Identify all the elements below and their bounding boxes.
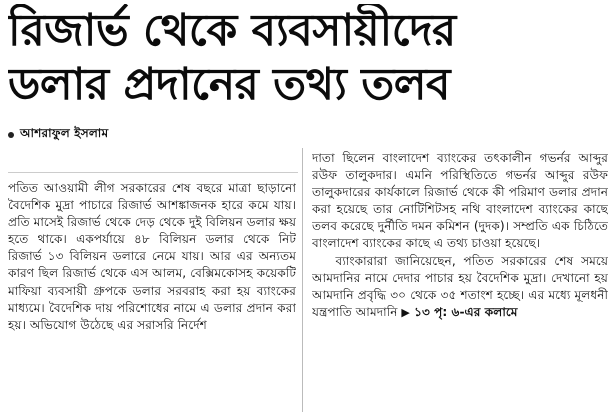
article-text-left: পতিত আওয়ামী লীগ সরকারের শেষ বছরে মাত্রা ছাড়ানো বৈদেশিক মুদ্রা পাচারে রিজার্ভ আশঙ্কাজনক হারে কমে যায়। প্রতি মাসেই রিজার্ভ থেকে দেড় থেকে দুই বিলিয়ন ডলার ক্ষয় হতে থাকে। একপর্যায়ে ৪৮ বিলিয়ন ডলার থেকে নিট রিজার্ভ ১৩ বিলিয়ন ডলারে নেমে যায়। আর এর অন্যতম কারণ ছিল রিজার্ভ থেকে এস আলম, বেক্সিমকোসহ কয়েকটি মাফিয়া ব্যবসায়ী গ্রুপকে ডলার সরবরাহ করা হয় ব্যাংকের মাধ্যমে। বৈদেশিক দায় পরিশোধের নামে এ ডলার প্রদান করা হয়। অভিযোগ উঠেছে এর সরাসরি নির্দেশ bbox=[8, 181, 296, 332]
jump-reference[interactable] bbox=[401, 305, 517, 319]
article-text-right-p2: ব্যাংকারারা জানিয়েছেন, পতিত সরকারের শেষ সময়ে আমদানির নামে দেদার পাচার হয় বৈদেশিক মুদ্রা। দেখানো হয় আমদানি প্রবৃদ্ধি ৩০ থেকে ৩৫ শতাংশ হচ্ছে। এর মধ্যে মূলধনী যন্ত্রপাতি আমদানি bbox=[312, 253, 608, 319]
article-text-right-p1: দাতা ছিলেন বাংলাদেশ ব্যাংকের তৎকালীন গভর্নর আব্দুর রউফ তালুকদার। এমনি পরিস্থিতিতে গভর্নর আব্দুর রউফ তালুকদারের কার্যকালে রিজার্ভ থেকে কী পরিমাণ ডলার প্রদান করা হয়েছে তার নোটিশিটসহ নথি বাংলাদেশ ব্যাংকের কাছে তলব করেছে দুর্নীতি দমন কমিশন (দুদক)। সম্প্রতি এক চিঠিতে বাংলাদেশ ব্যাংকের কাছে এ তথ্য চাওয়া হয়েছে। bbox=[312, 151, 608, 251]
byline-rule bbox=[8, 172, 298, 173]
column-divider bbox=[302, 148, 303, 412]
article-column-right bbox=[312, 150, 608, 412]
jump-arrow-icon: ▶ bbox=[401, 305, 410, 319]
headline-line-1: রিজার্ভ থেকে ব্যবসায়ীদের bbox=[8, 5, 456, 56]
headline bbox=[8, 4, 608, 112]
article-column-left bbox=[8, 180, 296, 412]
byline-row bbox=[8, 124, 300, 146]
headline-line-2: ডলার প্রদানের তথ্য তলব bbox=[8, 59, 451, 110]
jump-reference-label: ১৩ পৃ: ৬-এর কলামে bbox=[414, 304, 518, 319]
bullet-icon bbox=[8, 132, 14, 138]
byline: আশরাফুল ইসলাম bbox=[20, 126, 109, 140]
